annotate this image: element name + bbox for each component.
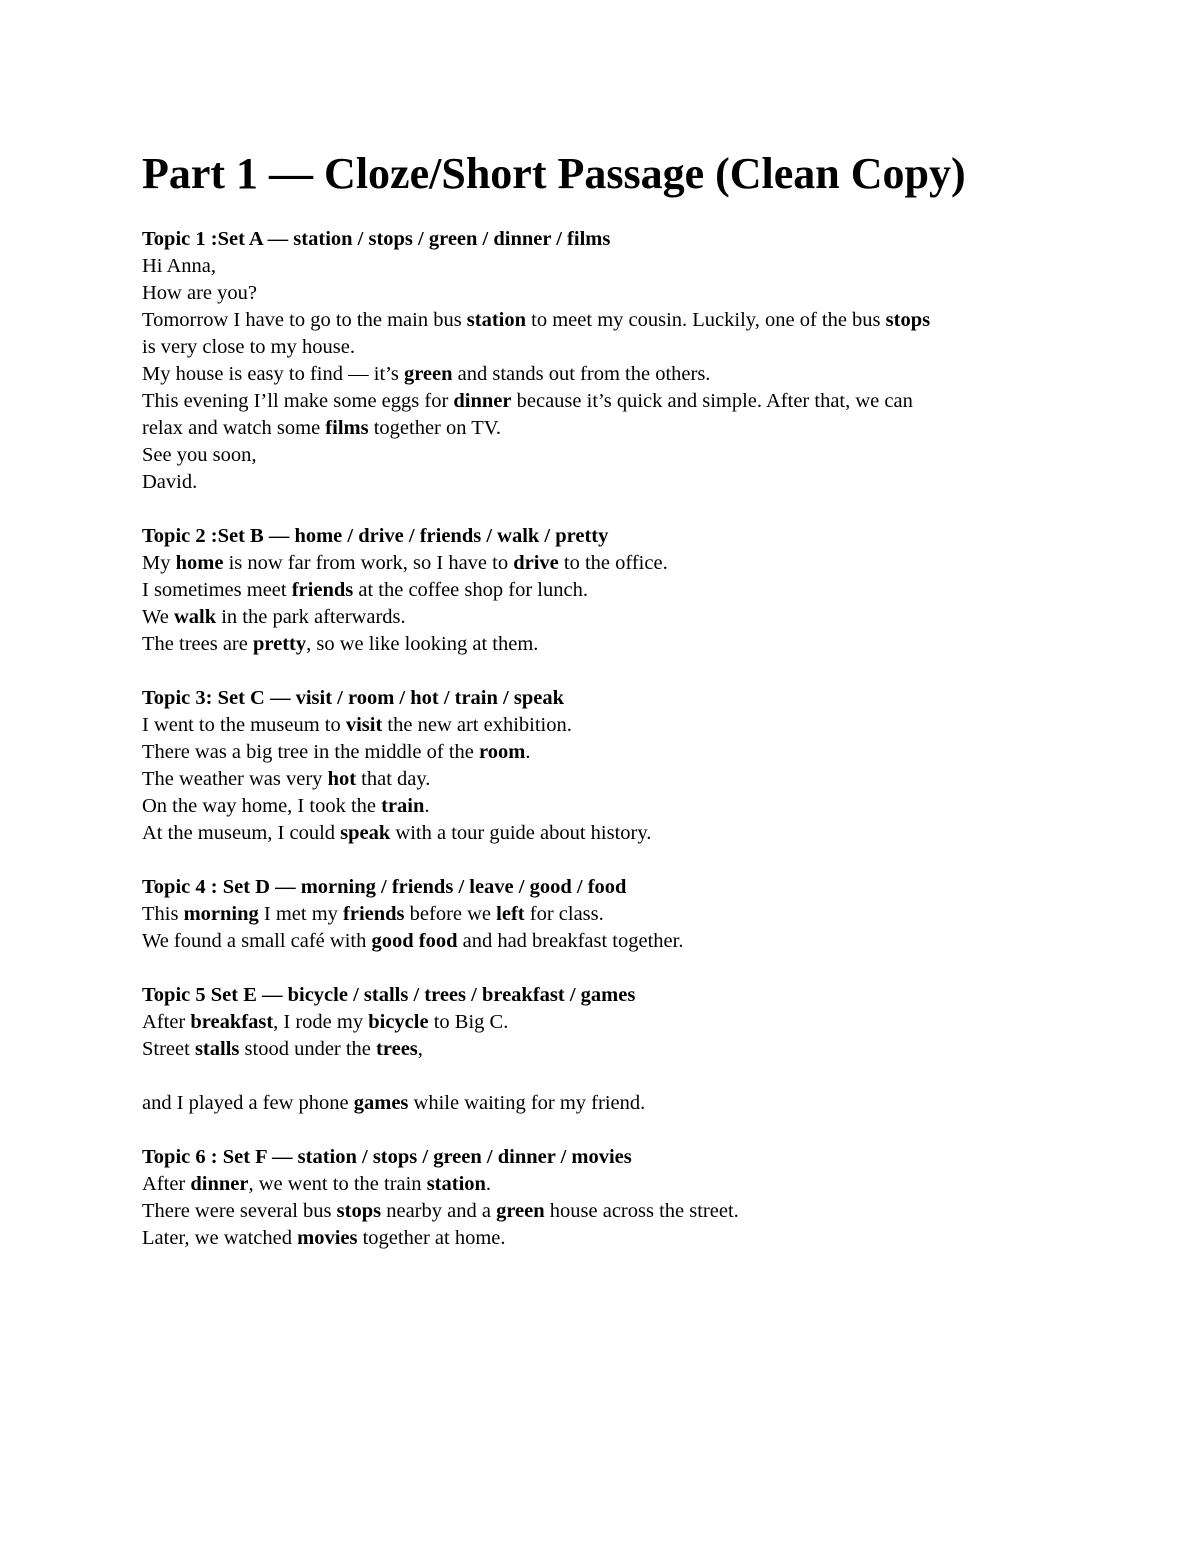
passage-line	[142, 253, 1102, 280]
topic-header: Topic 1 :Set A — station / stops / green / dinner / films	[142, 228, 611, 250]
cloze-answer-word: dinner	[190, 1173, 249, 1195]
passage-text: is now far from work, so I have to	[223, 552, 514, 574]
passage-line	[142, 928, 1102, 955]
passage-text: at the coffee shop for lunch.	[353, 579, 588, 601]
cloze-answer-word: films	[325, 417, 369, 439]
cloze-answer-word: stops	[336, 1200, 382, 1222]
passage-line	[142, 766, 1102, 793]
passage-text: There were several bus	[142, 1200, 337, 1222]
topic-header: Topic 2 :Set B — home / drive / friends / walk / pretty	[142, 525, 609, 547]
cloze-answer-word: morning	[183, 903, 259, 925]
passage-text: before we	[404, 903, 497, 925]
passage-text: My	[142, 552, 176, 574]
passage-text: the new art exhibition.	[382, 714, 572, 736]
passage-text: to meet my cousin. Luckily, one of the bus	[526, 309, 886, 331]
passage-text: , I rode my	[273, 1011, 369, 1033]
passage-text: Later, we watched	[142, 1227, 298, 1249]
passage-line	[142, 1171, 1102, 1198]
cloze-answer-word: friends	[343, 903, 405, 925]
passage-text: On the way home, I took the	[142, 795, 382, 817]
passage-text: The weather was very	[142, 768, 328, 790]
passage-text: in the park afterwards.	[216, 606, 406, 628]
passage-text: and I played a few phone	[142, 1092, 354, 1114]
passage-text: We	[142, 606, 174, 628]
topic-section	[142, 1144, 1102, 1252]
topic-header: Topic 5 Set E — bicycle / stalls / trees / breakfast / games	[142, 984, 636, 1006]
cloze-answer-word: walk	[173, 606, 217, 628]
passage-text: to the office.	[558, 552, 668, 574]
passage-text: I sometimes meet	[142, 579, 292, 601]
passage-text: How are you?	[142, 282, 257, 304]
passage-text: Tomorrow I have to go to the main bus	[142, 309, 467, 331]
cloze-answer-word: breakfast	[190, 1011, 274, 1033]
passage-line	[142, 442, 1102, 469]
passage-line	[142, 739, 1102, 766]
cloze-answer-word: dinner	[453, 390, 512, 412]
cloze-answer-word: station	[426, 1173, 486, 1195]
passage-text: , so we like looking at them.	[306, 633, 539, 655]
passage-text: I went to the museum to	[142, 714, 346, 736]
passage-text: because it’s quick and simple. After that, we can	[511, 390, 913, 412]
cloze-answer-word: games	[353, 1092, 409, 1114]
passage-text: nearby and a	[381, 1200, 497, 1222]
passage-line	[142, 631, 1102, 658]
passage-line	[142, 1009, 1102, 1036]
passage-line	[142, 901, 1102, 928]
cloze-answer-word: speak	[340, 822, 391, 844]
passage-text: .	[485, 1173, 492, 1195]
passage-text: house across the street.	[544, 1200, 739, 1222]
passage-line	[142, 604, 1102, 631]
passage-text: The trees are	[142, 633, 253, 655]
passage-line	[142, 820, 1102, 847]
passage-line	[142, 1225, 1102, 1252]
topic-section	[142, 226, 1102, 496]
passage-text: After	[142, 1011, 191, 1033]
passage-text: with a tour guide about history.	[390, 822, 652, 844]
cloze-answer-word: pretty	[252, 633, 307, 655]
passage-text: I met my	[258, 903, 344, 925]
passage-line	[142, 361, 1102, 388]
passage-text: and stands out from the others.	[452, 363, 711, 385]
passage-text: After	[142, 1173, 191, 1195]
cloze-answer-word: room	[479, 741, 526, 763]
passage-text: for class.	[524, 903, 604, 925]
passage-text: together at home.	[357, 1227, 506, 1249]
cloze-answer-word: good food	[371, 930, 458, 952]
passage-text: We found a small café with	[142, 930, 372, 952]
passage-line	[142, 793, 1102, 820]
document-page	[142, 146, 1102, 1279]
passage-line	[142, 1090, 1102, 1117]
passage-line	[142, 469, 1102, 496]
passage-line	[142, 307, 1102, 334]
passage-text: , we went to the train	[248, 1173, 427, 1195]
topic-header: Topic 4 : Set D — morning / friends / leave / good / food	[142, 876, 627, 898]
passage-text: David.	[142, 471, 198, 493]
cloze-answer-word: drive	[513, 552, 559, 574]
passage-line	[142, 577, 1102, 604]
topic-header: Topic 6 : Set F — station / stops / green / dinner / movies	[142, 1146, 632, 1168]
topic-section	[142, 523, 1102, 658]
passage-line	[142, 280, 1102, 307]
passage-line	[142, 1063, 1102, 1090]
passage-text: and had breakfast together.	[457, 930, 684, 952]
passage-text: is very close to my house.	[142, 336, 355, 358]
cloze-answer-word: green	[496, 1200, 545, 1222]
passage-text: to Big C.	[428, 1011, 509, 1033]
passage-text: At the museum, I could	[142, 822, 341, 844]
cloze-answer-word: movies	[297, 1227, 358, 1249]
passage-line	[142, 1198, 1102, 1225]
passage-text: ,	[417, 1038, 423, 1060]
topic-header: Topic 3: Set C — visit / room / hot / train / speak	[142, 687, 564, 709]
passage-text: See you soon,	[142, 444, 257, 466]
passage-text: together on TV.	[368, 417, 502, 439]
cloze-answer-word: green	[403, 363, 453, 385]
passage-line	[142, 388, 1102, 415]
topics-container	[142, 226, 1102, 1252]
cloze-answer-word: home	[175, 552, 224, 574]
passage-text: that day.	[356, 768, 431, 790]
passage-line	[142, 334, 1102, 361]
cloze-answer-word: visit	[345, 714, 383, 736]
cloze-answer-word: stalls	[194, 1038, 240, 1060]
passage-text: Hi Anna,	[142, 255, 217, 277]
cloze-answer-word: station	[466, 309, 527, 331]
passage-text: My house is easy to find — it’s	[142, 363, 404, 385]
passage-text: This	[142, 903, 184, 925]
topic-section	[142, 982, 1102, 1117]
passage-line	[142, 712, 1102, 739]
passage-text: .	[525, 741, 531, 763]
cloze-answer-word: hot	[327, 768, 357, 790]
topic-section	[142, 685, 1102, 847]
passage-line	[142, 550, 1102, 577]
passage-text: .	[424, 795, 430, 817]
passage-text: stood under the	[239, 1038, 377, 1060]
passage-line	[142, 415, 1102, 442]
passage-text: Street	[142, 1038, 195, 1060]
passage-text: This evening I’ll make some eggs for	[142, 390, 454, 412]
cloze-answer-word: friends	[291, 579, 354, 601]
passage-text: There was a big tree in the middle of the	[142, 741, 479, 763]
passage-text: while waiting for my friend.	[408, 1092, 646, 1114]
cloze-answer-word: left	[496, 903, 525, 925]
cloze-answer-word: train	[381, 795, 425, 817]
cloze-answer-word: stops	[885, 309, 931, 331]
cloze-answer-word: trees	[376, 1038, 418, 1060]
page-title: Part 1 — Cloze/Short Passage (Clean Copy)	[142, 149, 966, 198]
cloze-answer-word: bicycle	[368, 1011, 429, 1033]
passage-text: relax and watch some	[142, 417, 326, 439]
topic-section	[142, 874, 1102, 955]
passage-line	[142, 1036, 1102, 1063]
